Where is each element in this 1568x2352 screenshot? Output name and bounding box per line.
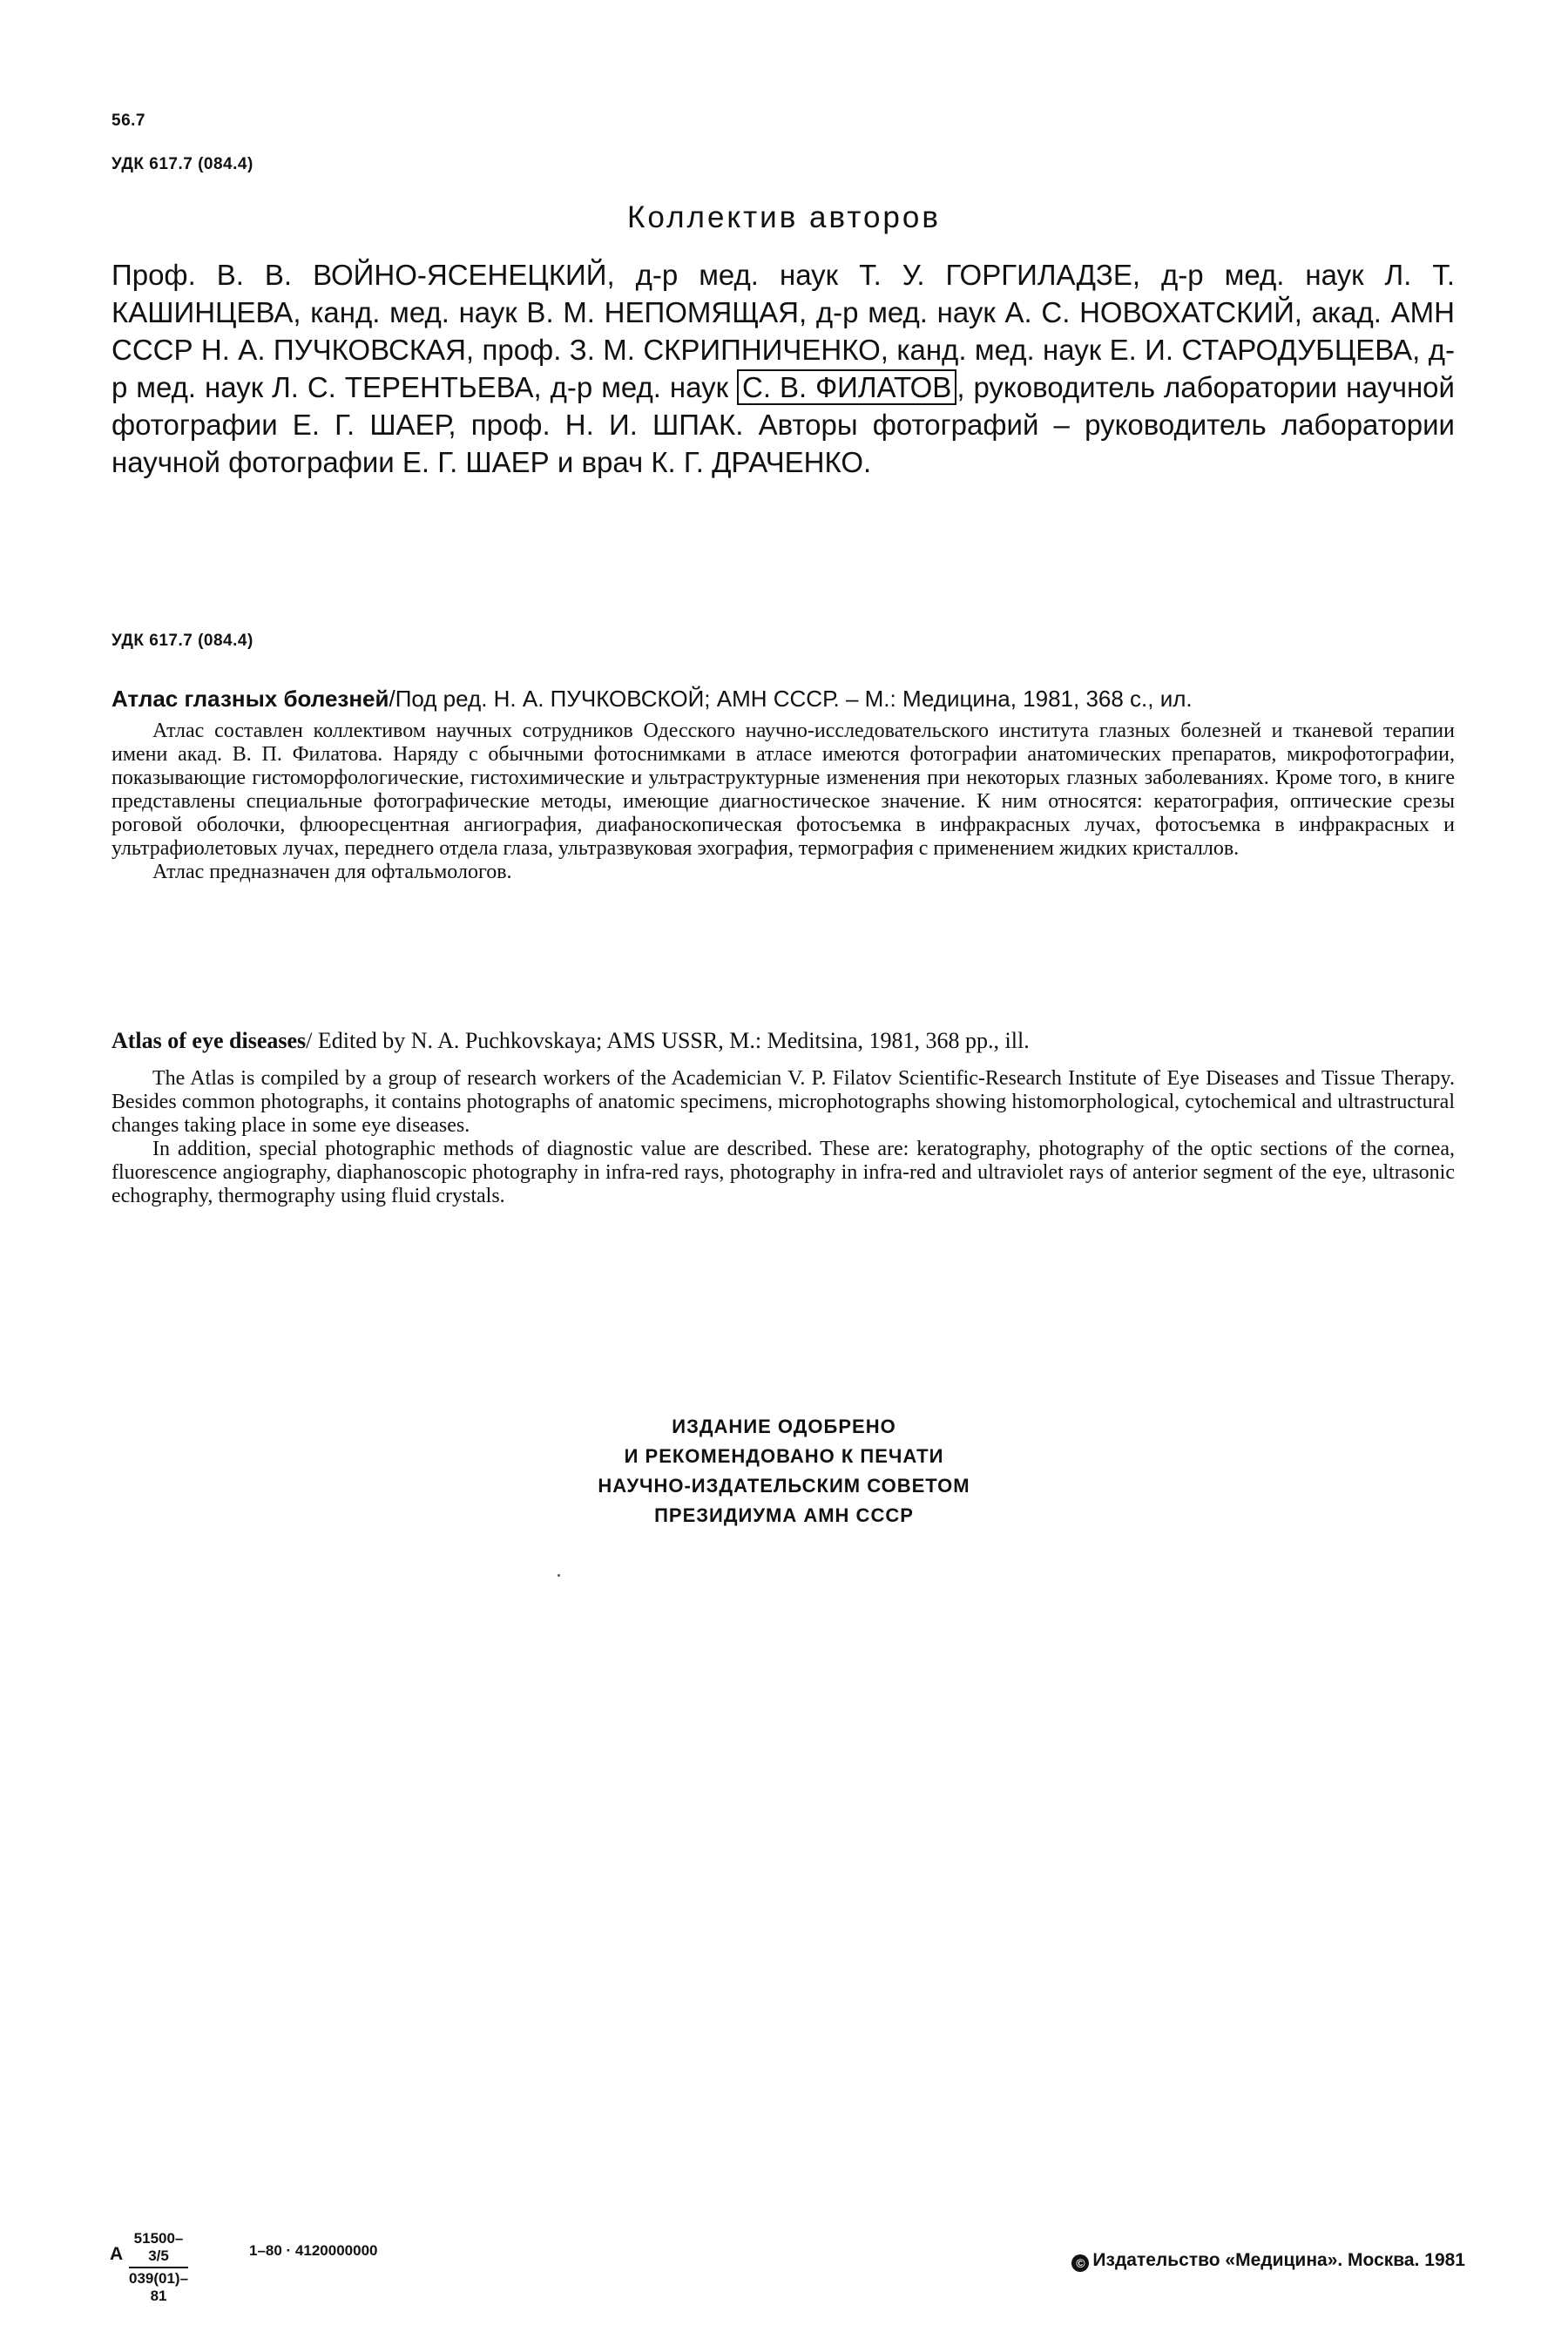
authors-text-part2: , руководитель лаборатории научной фотографии Е. Г. ШАЕР, проф. Н. И. ШПАК. Авторы фотографий – руководитель лаборатории научной фотографии Е. Г. ШАЕР и врач К. Г. ДРАЧЕНКО.: [112, 371, 1455, 478]
pubcode-denominator: 039(01)–81: [129, 2270, 189, 2304]
approval-line-3: НАУЧНО-ИЗДАТЕЛЬСКИМ СОВЕТОМ: [598, 1475, 970, 1497]
abstract-ru-paragraph-2: Атлас предназначен для офтальмологов.: [152, 861, 512, 883]
abstract-en-paragraph-2: In addition, special photographic methods of diagnostic value are described. These are: keratography, photography of the optic sections of the cornea, fluorescence angiography, diaphanoscopic photography in infra-red rays, photography in infra-red and ultraviolet rays of anterior segment of the eye, ultrasonic echography, thermography using fluid crystals.: [112, 1138, 1455, 1207]
classification-code: 56.7: [112, 112, 145, 130]
approval-line-1: ИЗДАНИЕ ОДОБРЕНО: [672, 1416, 896, 1437]
copyright-notice: [1071, 2250, 1465, 2272]
pubcode-fraction: [129, 2230, 188, 2305]
citation-en-details: / Edited by N. A. Puchkovskaya; AMS USSR, M.: Meditsina, 1981, 368 pp., ill.: [306, 1028, 1030, 1053]
copyright-icon: ©: [1071, 2254, 1089, 2272]
citation-en-title: Atlas of eye diseases: [112, 1028, 307, 1053]
boxed-author-name: С. В. ФИЛАТОВ: [737, 369, 956, 405]
stray-dot-mark: [558, 1574, 560, 1577]
citation-ru-details: /Под ред. Н. А. ПУЧКОВСКОЙ; АМН СССР. – М.: Медицина, 1981, 368 с., ил.: [389, 686, 1193, 712]
approval-line-2: И РЕКОМЕНДОВАНО К ПЕЧАТИ: [624, 1445, 944, 1467]
collective-title: Коллектив авторов: [627, 200, 941, 234]
copyright-text: Издательство «Медицина». Москва. 1981: [1092, 2250, 1465, 2270]
citation-english: [112, 1028, 1470, 1054]
abstract-ru-paragraph-1: Атлас составлен коллективом научных сотрудников Одесского научно-исследовательского института глазных болезней и тканевой терапии имени акад. В. П. Филатова. Наряду с обычными фотоснимками в атласе имеются фотографии анатомических препаратов, микрофотографии, показывающие гистоморфологические, гистохимические и ультраструктурные изменения при некоторых глазных заболеваниях. Кроме того, в книге представлены специальные фотографические методы, имеющие диагностическое значение. К ним относятся: кератография, оптические срезы роговой оболочки, флюоресцентная ангиография, диафаноскопическая фотосъемка в инфракрасных лучах, фотосъемка в инфракрасных и ультрафиолетовых лучах, переднего отдела глаза, ультразвуковая эхография, термография с применением жидких кристаллов.: [112, 720, 1455, 860]
pubcode-numerator: 51500–3/5: [129, 2230, 188, 2268]
approval-statement: [0, 1412, 1568, 1531]
pubcode-letter: А: [110, 2244, 124, 2264]
citation-ru-title: Атлас глазных болезней: [112, 686, 389, 712]
abstract-en-paragraph-1: The Atlas is compiled by a group of research workers of the Academician V. P. Filatov Scientific-Research Institute of Eye Diseases and Tissue Therapy. Besides common photographs, it contains photographs of anatomic specimens, microphotographs showing histomorphological, cytochemical and ultrastructural changes taking place in some eye diseases.: [112, 1067, 1455, 1137]
approval-line-4: ПРЕЗИДИУМА АМН СССР: [654, 1504, 914, 1526]
udk-code-top: УДК 617.7 (084.4): [112, 155, 253, 173]
authors-text-part1: Проф. В. В. ВОЙНО-ЯСЕНЕЦКИЙ, д-р мед. наук Т. У. ГОРГИЛАДЗЕ, д-р мед. наук Л. Т. КАШИНЦЕВА, канд. мед. наук В. М. НЕПОМЯЩАЯ, д-р мед. наук А. С. НОВОХАТСКИЙ, акад. АМН СССР Н. А. ПУЧКОВСКАЯ, проф. З. М. СКРИПНИЧЕНКО, канд. мед. наук Е. И. СТАРОДУБЦЕВА, д-р мед. наук Л. С. ТЕРЕНТЬЕВА, д-р мед. наук: [112, 259, 1455, 403]
abstract-russian: [112, 720, 1455, 884]
udk-code-middle: УДК 617.7 (084.4): [112, 632, 253, 650]
citation-russian: [112, 684, 1470, 713]
authors-paragraph: [112, 256, 1455, 481]
abstract-english: [112, 1067, 1455, 1208]
pubcode-tail: 1–80 · 4120000000: [249, 2242, 378, 2259]
